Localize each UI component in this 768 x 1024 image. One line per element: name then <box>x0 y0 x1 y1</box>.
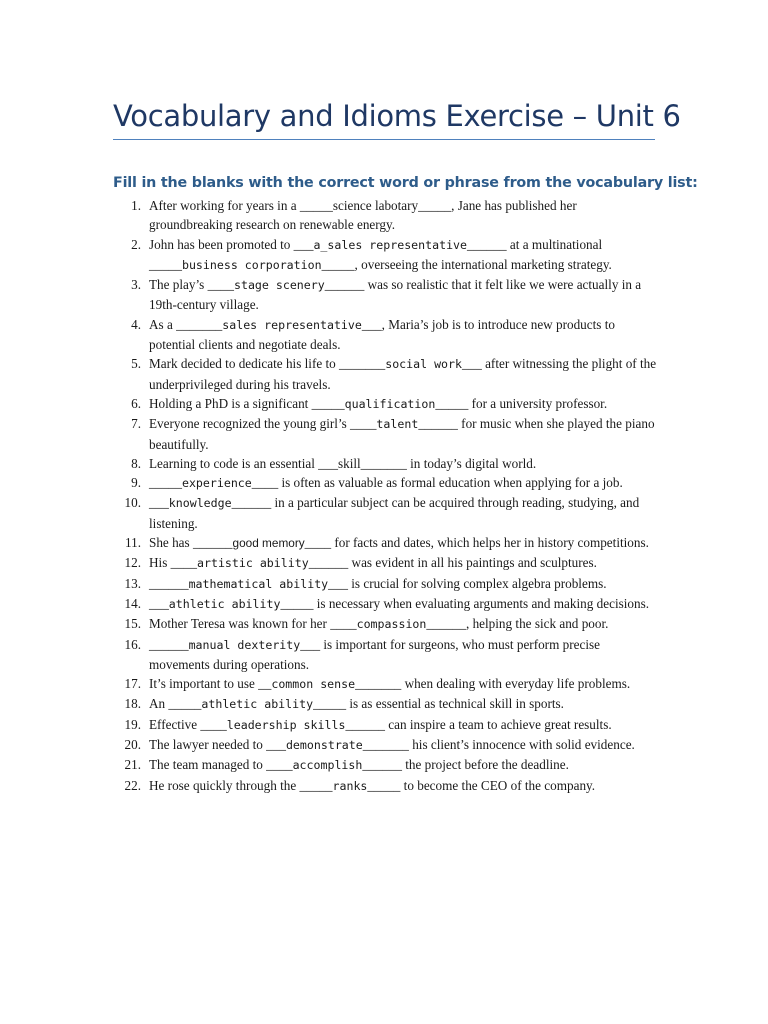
sentence-segment: It’s important to use __ <box>149 676 272 692</box>
sentence-segment: Everyone recognized the young girl’s ____ <box>149 416 377 432</box>
item-text <box>149 356 656 391</box>
sentence-segment: ___ after witnessing the plight of the underprivileged during his travels. <box>149 356 657 392</box>
item-text <box>149 696 564 711</box>
sentence-segment: ___ <box>149 495 169 511</box>
sentence-segment: _____ to become the CEO of the company. <box>367 777 596 793</box>
sentence-segment: ___, Maria’s job is to introduce new products to potential clients and negotiate deals. <box>149 316 615 353</box>
exercise-item <box>113 414 658 454</box>
item-number: 9. <box>131 475 141 491</box>
item-text <box>149 495 639 530</box>
sentence-segment: ______ <box>149 575 189 591</box>
item-number: 3. <box>131 277 141 293</box>
answer-text: athletic ability <box>168 596 281 611</box>
answer-text: a_sales representative <box>313 237 468 252</box>
sentence-segment: _______ when dealing with everyday life problems. <box>355 676 631 692</box>
answer-text: stage scenery <box>233 278 325 293</box>
answer-text: leadership skills <box>226 717 346 732</box>
item-text <box>149 198 577 232</box>
sentence-segment: Holding a PhD is a significant _____ <box>149 395 345 411</box>
answer-text: mathematical ability <box>188 576 329 591</box>
sentence-segment: An _____ <box>149 696 202 712</box>
sentence-segment: ______ was evident in all his paintings and sculptures. <box>308 555 597 571</box>
sentence-segment: _____ is necessary when evaluating arguments and making decisions. <box>280 595 650 611</box>
sentence-segment: _____, overseeing the international marketing strategy. <box>321 256 612 272</box>
sentence-segment: He rose quickly through the _____ <box>149 777 333 793</box>
exercise-item <box>113 553 658 573</box>
exercise-item <box>113 394 658 414</box>
exercise-item <box>113 315 658 355</box>
sentence-segment: The lawyer needed to ___ <box>149 737 286 753</box>
sentence-segment: Mother Teresa was known for her ____ <box>149 616 357 632</box>
item-number: 19. <box>124 716 141 732</box>
answer-text: accomplish <box>292 758 363 773</box>
sentence-segment: _______ his client’s innocence with solid evidence. <box>362 737 635 753</box>
item-number: 14. <box>124 595 141 611</box>
item-text <box>149 317 615 352</box>
exercise-item <box>113 776 658 796</box>
sentence-segment: ______ the project before the deadline. <box>362 757 569 773</box>
sentence-segment: ______ for music when she played the piano beautifully. <box>149 416 655 452</box>
answer-text: compassion <box>356 617 427 632</box>
item-number: 12. <box>124 555 141 571</box>
sentence-segment: John has been promoted to ___ <box>149 236 314 252</box>
item-text <box>149 535 649 550</box>
exercise-item <box>113 755 658 775</box>
item-text <box>149 637 600 672</box>
item-text <box>149 237 612 272</box>
answer-text: artistic ability <box>197 556 309 571</box>
item-number: 7. <box>131 416 141 432</box>
item-number: 1. <box>131 198 141 213</box>
sentence-segment: After working for years in a _____science labotary_____, Jane has published her groundbreaking research on renewable energy. <box>149 198 577 233</box>
sentence-segment: ____ for facts and dates, which helps her in history competitions. <box>304 535 649 551</box>
item-number: 4. <box>131 316 141 332</box>
sentence-segment: ____ is often as valuable as formal education when applying for a job. <box>251 475 623 491</box>
item-text <box>149 596 649 611</box>
item-text <box>149 737 635 752</box>
item-number: 2. <box>131 236 141 252</box>
answer-text: ranks <box>332 778 368 793</box>
sentence-segment: Effective ____ <box>149 716 227 732</box>
sentence-segment: ______ at a multinational _____ <box>149 236 603 272</box>
item-number: 17. <box>124 676 141 692</box>
item-text <box>149 576 607 591</box>
item-number: 13. <box>124 575 141 591</box>
item-text <box>149 277 641 312</box>
item-text <box>149 616 608 631</box>
item-text <box>149 555 597 570</box>
sentence-segment: _____ <box>149 475 182 491</box>
item-text <box>149 396 607 411</box>
exercise-item <box>113 354 658 394</box>
sentence-segment: _____ is as essential as technical skill in sports. <box>313 696 564 712</box>
answer-text: knowledge <box>168 496 232 511</box>
item-number: 10. <box>124 495 141 511</box>
answer-text: experience <box>181 476 252 491</box>
item-number: 22. <box>124 777 141 793</box>
exercise-item <box>113 635 658 675</box>
exercise-item <box>113 674 658 694</box>
exercise-list <box>113 196 658 796</box>
sentence-segment: ______ in a particular subject can be acquired through reading, studying, and listening. <box>149 495 640 531</box>
document-title: Vocabulary and Idioms Exercise – Unit 6 <box>113 99 681 133</box>
sentence-segment: ______, helping the sick and poor. <box>426 616 609 632</box>
sentence-segment: ___ is important for surgeons, who must perform precise movements during operations. <box>149 636 600 672</box>
instructions-heading: Fill in the blanks with the correct word or phrase from the vocabulary list: <box>113 175 698 191</box>
answer-text: athletic ability <box>201 697 314 712</box>
item-text <box>149 778 595 793</box>
exercise-item <box>113 473 658 493</box>
item-text <box>149 475 623 490</box>
answer-text: sales representative <box>222 317 362 332</box>
exercise-item <box>113 196 658 235</box>
exercise-item <box>113 594 658 614</box>
exercise-item <box>113 275 658 315</box>
item-number: 6. <box>131 395 141 411</box>
answer-text: common sense <box>271 677 356 692</box>
exercise-item <box>113 715 658 735</box>
sentence-segment: ______ <box>149 636 189 652</box>
item-number: 11. <box>125 535 141 551</box>
exercise-item <box>113 533 658 553</box>
exercise-item <box>113 235 658 276</box>
title-underline <box>113 139 655 140</box>
item-text <box>149 757 569 772</box>
item-text <box>149 456 536 471</box>
answer-text: demonstrate <box>285 738 363 753</box>
item-number: 18. <box>124 696 141 712</box>
item-text <box>149 676 630 691</box>
exercise-item <box>113 493 658 533</box>
sentence-segment: Learning to code is an essential ___skill_______ in today’s digital world. <box>149 455 537 471</box>
answer-text: manual dexterity <box>188 637 301 652</box>
item-text <box>149 717 612 732</box>
item-number: 20. <box>124 737 141 753</box>
item-text <box>149 416 655 451</box>
item-number: 5. <box>131 356 141 372</box>
sentence-segment: As a _______ <box>149 316 223 332</box>
answer-text: social work <box>385 357 462 372</box>
sentence-segment: ______ can inspire a team to achieve great results. <box>345 716 612 732</box>
sentence-segment: ______ was so realistic that it felt like we were actually in a 19th-century village. <box>149 277 642 313</box>
item-number: 16. <box>124 636 141 652</box>
answer-text: talent <box>376 417 419 432</box>
sentence-segment: The play’s ____ <box>149 277 234 293</box>
exercise-item <box>113 614 658 634</box>
sentence-segment: _____ for a university professor. <box>435 395 608 411</box>
exercise-item <box>113 735 658 755</box>
answer-text: qualification <box>344 396 436 411</box>
sentence-segment: The team managed to ____ <box>149 757 293 773</box>
sentence-segment: She has ______ <box>149 535 233 551</box>
exercise-item <box>113 574 658 594</box>
item-number: 21. <box>124 757 141 773</box>
sentence-segment: ___ <box>149 595 169 611</box>
item-number: 15. <box>124 616 141 632</box>
sentence-segment: Mark decided to dedicate his life to _______ <box>149 356 386 372</box>
sentence-segment: His ____ <box>149 555 197 571</box>
answer-text: good memory <box>232 536 305 551</box>
exercise-item <box>113 694 658 714</box>
exercise-item <box>113 454 658 473</box>
sentence-segment: ___ is crucial for solving complex algebra problems. <box>328 575 607 591</box>
answer-text: business corporation <box>181 257 322 272</box>
item-number: 8. <box>131 455 141 471</box>
